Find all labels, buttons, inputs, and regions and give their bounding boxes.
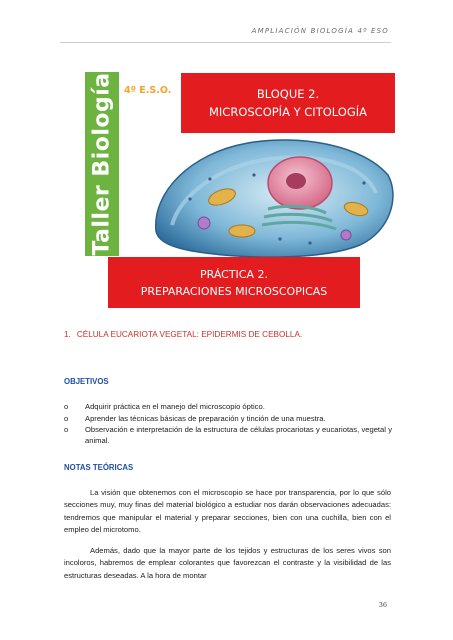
bullet-icon: o (64, 402, 69, 411)
grade-label: 4º E.S.O. (124, 85, 172, 96)
bullet-icon: o (64, 425, 69, 435)
list-item (64, 414, 392, 425)
notas-heading: NOTAS TEÓRICAS (64, 463, 134, 472)
practica-topic: PREPARACIONES MICROSCOPICAS (140, 284, 328, 298)
bullet-icon: o (64, 413, 69, 423)
section-heading (64, 330, 302, 339)
bloque-title-box (181, 73, 395, 133)
running-header: AMPLIACIÓN BIOLOGÍA 4º ESO (251, 27, 389, 35)
list-item (64, 402, 392, 413)
page-number: 36 (378, 601, 387, 609)
eukaryotic-cell-illustration (150, 135, 396, 259)
objetivos-heading: OBJETIVOS (64, 377, 109, 386)
vertical-title: Taller Biología (89, 72, 115, 256)
header-rule (60, 42, 391, 43)
objective-text: Aprender las técnicas básicas de preparación y tinción de una muestra. (85, 413, 326, 423)
bloque-number: BLOQUE 2. (256, 87, 320, 101)
notas-paragraph-1: La visión que obtenemos con el microscopio se hace por transparencia, por lo que sólo secciones muy, muy finas del material biológico a estudiar nos darán observaciones adecuadas: tendremos que manipular el material y preparar secciones, bien con una cuchilla, bien con el empleo del microtomo. (64, 488, 391, 535)
section-title: CÉLULA EUCARIOTA VEGETAL: EPIDERMIS DE CEBOLLA. (76, 330, 303, 339)
practica-number: PRÁCTICA 2. (199, 267, 268, 281)
notas-paragraph-2: Además, dado que la mayor parte de los tejidos y estructuras de los seres vivos son incoloros, habremos de emplear colorantes que favorezcan el contraste y la visibilidad de las estructuras deseadas. A la hora de montar (64, 546, 391, 580)
list-item (64, 425, 392, 446)
bloque-topic: MICROSCOPÍA Y CITOLOGÍA (208, 105, 367, 119)
section-number: 1. (64, 330, 71, 339)
objective-text: Observación e interpretación de la estructura de células procariotas y eucariotas, vegetal y animal. (85, 425, 392, 445)
practica-title-box (108, 257, 360, 308)
objective-text: Adquirir práctica en el manejo del microscopio óptico. (85, 402, 265, 411)
objectives-list (64, 402, 392, 447)
